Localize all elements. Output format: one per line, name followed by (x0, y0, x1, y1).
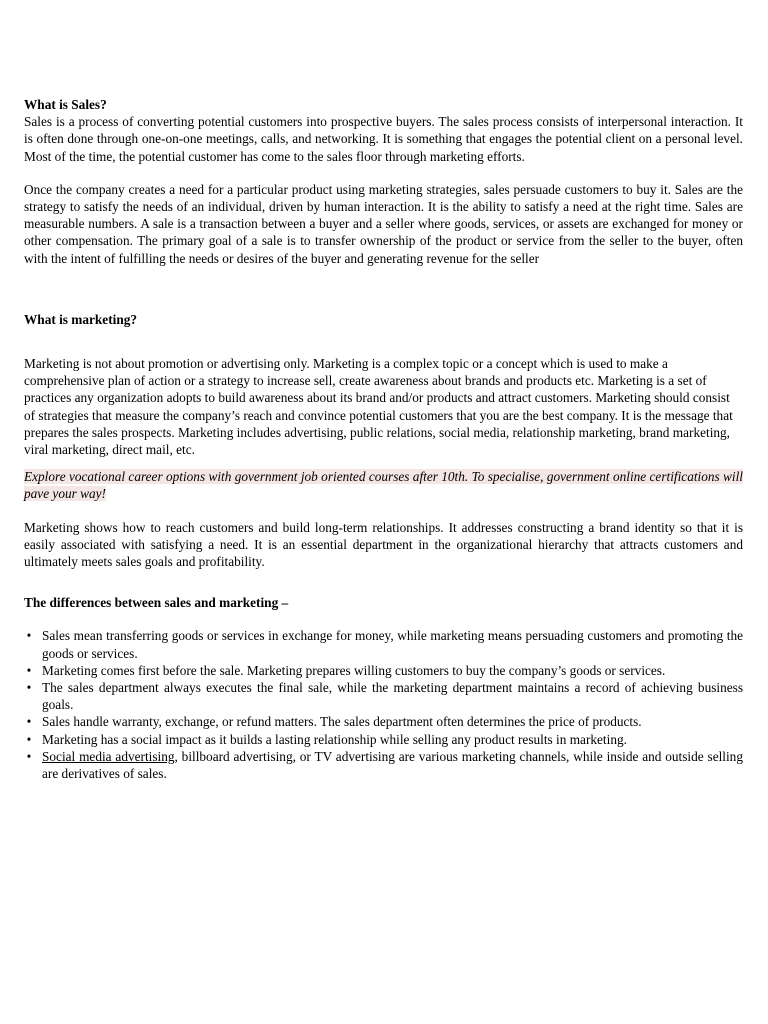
marketing-paragraph-2: Marketing shows how to reach customers and build long-term relationships. It addresses constructing a brand identity so that it is easily associated with satisfying a need. It is an essential department in the organizational hierarchy that attracts customers and ultimately meets sales goals and profitability. (24, 519, 743, 570)
list-item-text: Marketing comes first before the sale. Marketing prepares willing customers to buy the company’s goods or services. (42, 662, 666, 678)
list-item-text: Sales mean transferring goods or services in exchange for money, while marketing means persuading customers and promoting the goods or services. (42, 628, 743, 661)
list-item (26, 662, 743, 679)
differences-list (24, 627, 743, 782)
heading-what-is-sales: What is Sales? (24, 97, 107, 112)
bullet-icon: • (26, 628, 32, 644)
list-item (26, 731, 743, 748)
document-page (24, 96, 743, 782)
bullet-icon: • (26, 731, 32, 747)
list-item-text: The sales department always executes the final sale, while the marketing department maintains a record of achieving business goals. (42, 680, 743, 713)
sales-paragraph-1: Sales is a process of converting potential customers into prospective buyers. The sales process consists of interpersonal interaction. It is often done through one-on-one meetings, calls, and networking. It is something that engages the potential client on a personal level. Most of the time, the potential customer has come to the sales floor through marketing efforts. (24, 114, 743, 164)
marketing-paragraph-1: Marketing is not about promotion or advertising only. Marketing is a complex topic or a concept which is used to make a comprehensive plan of action or a strategy to increase sell, create awareness about brands and products etc. Marketing is a set of practices any organization adopts to build awareness about its brand and/or products and attract customers. Marketing should consist of strategies that measure the company’s reach and convince potential customers that you are the best company. It is the message that prepares the sales prospects. Marketing includes advertising, public relations, social media, relationship marketing, brand marketing, viral marketing, direct mail, etc. (24, 356, 733, 458)
sales-paragraph-2: Once the company creates a need for a particular product using marketing strategies, sales persuade customers to buy it. Sales are the strategy to satisfy the needs of an individual, driven by human interaction. It is the ability to satisfy a need at the right time. Sales are measurable numbers. A sale is a transaction between a buyer and a seller where goods, services, or assets are exchanged for money or other compensation. The primary goal of a sale is to transfer ownership of the product or service from the seller to the buyer, often with the intent of fulfilling the needs or desires of the buyer and generating revenue for the seller (24, 181, 743, 266)
heading-what-is-marketing: What is marketing? (24, 311, 138, 327)
list-item (26, 713, 743, 730)
bullet-icon: • (26, 680, 32, 696)
bullet-icon: • (26, 662, 32, 678)
list-item-text: Marketing has a social impact as it builds a lasting relationship while selling any product results in marketing. (42, 731, 627, 747)
career-callout-text: Explore vocational career options with government job oriented courses after 10th. To specialise, government online certifications will pave your way! (24, 469, 743, 502)
heading-differences: The differences between sales and marketing – (24, 595, 289, 611)
list-item (26, 679, 743, 713)
list-item-text: Sales handle warranty, exchange, or refund matters. The sales department often determines the price of products. (42, 714, 642, 730)
list-item (26, 748, 743, 782)
list-item (26, 627, 743, 661)
bullet-icon: • (26, 748, 32, 764)
list-item-text: , billboard advertising, or TV advertising are various marketing channels, while inside and outside selling are derivatives of sales. (42, 748, 743, 782)
bullet-icon: • (26, 714, 32, 730)
career-callout (24, 468, 743, 502)
social-media-advertising-link[interactable]: Social media advertising (42, 748, 175, 764)
